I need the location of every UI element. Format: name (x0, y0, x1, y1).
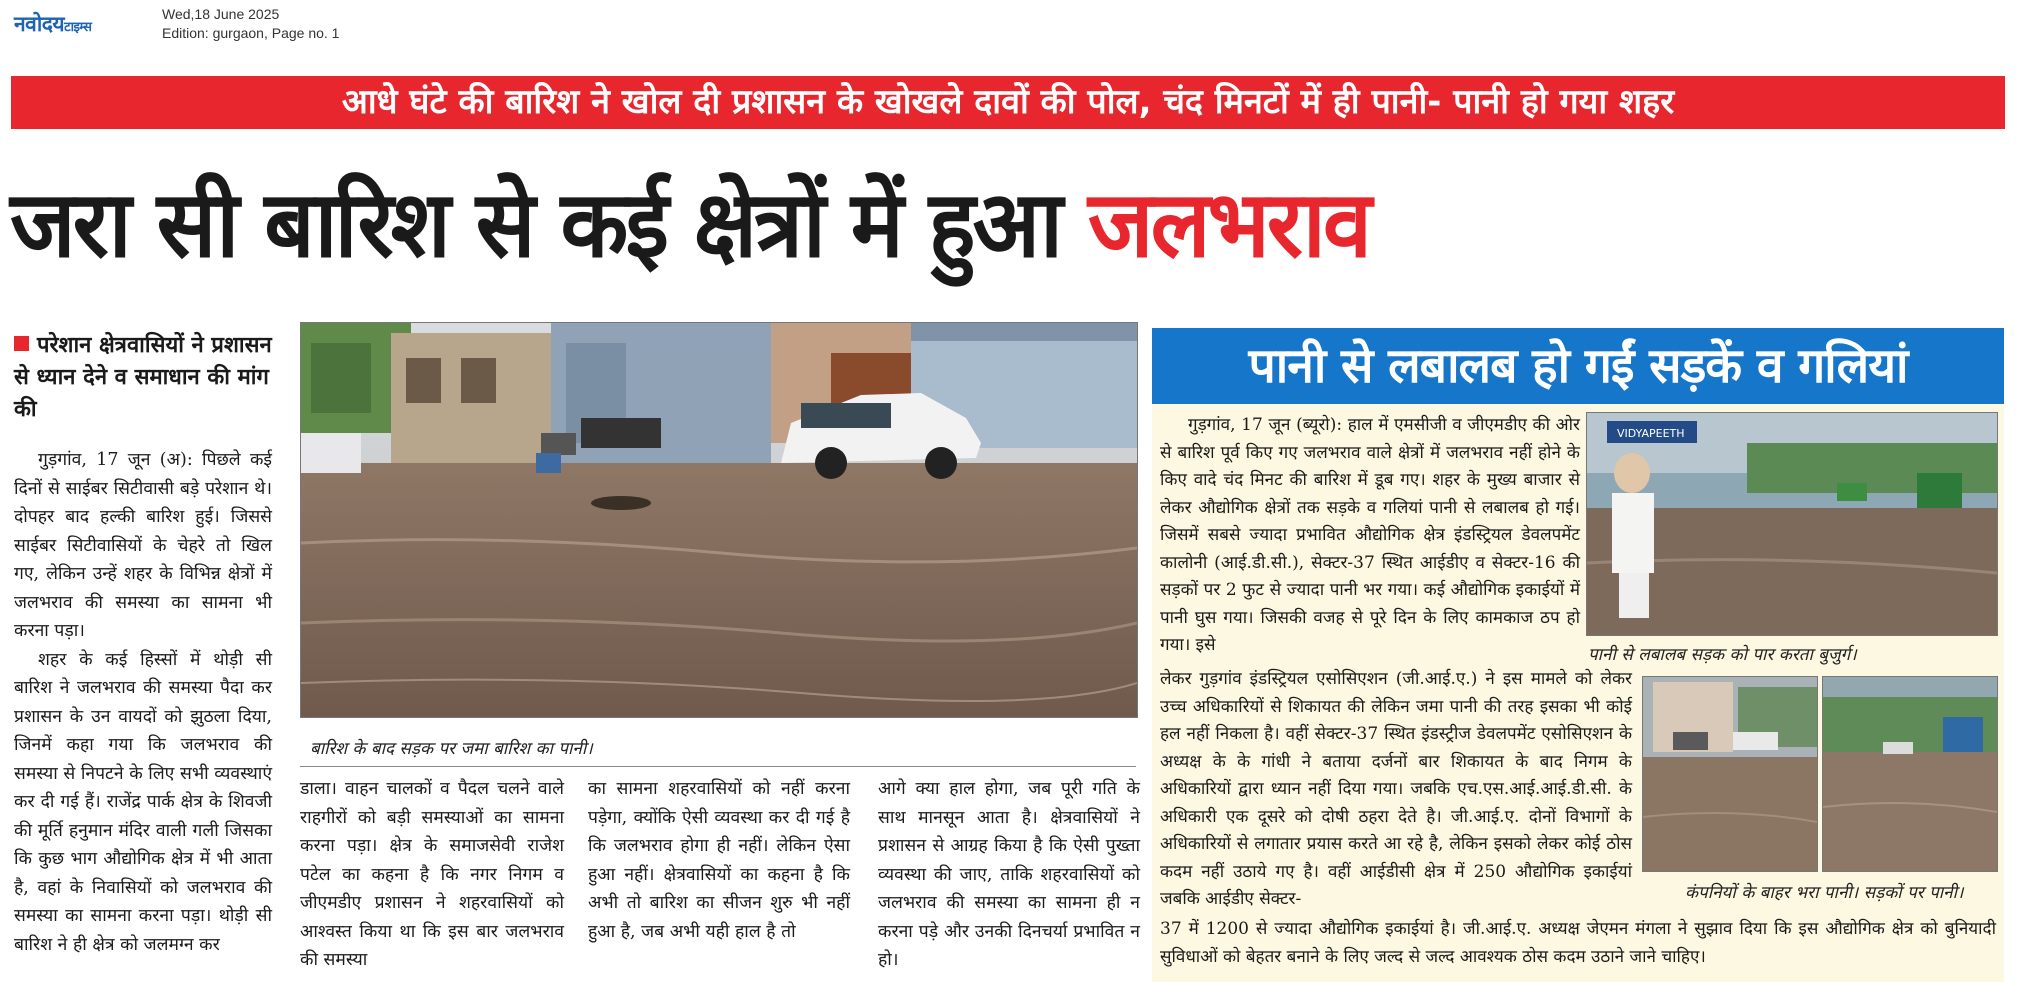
headline-text: जरा सी बारिश से कई क्षेत्रों में हुआ (10, 171, 1061, 278)
caption-divider (300, 766, 1136, 767)
logo-main-text: नवोदय (14, 12, 65, 36)
kicker-banner: आधे घंटे की बारिश ने खोल दी प्रशासन के खोखले दावों की पोल, चंद मिनटों में ही पानी- पानी हो गया शहर (11, 76, 2005, 129)
article-column-4 (878, 775, 1140, 975)
side-story-headline: पानी से लबालब हो गईं सड़कें व गलियां (1152, 328, 2004, 404)
article-deck (14, 330, 294, 426)
bullet-square-icon (14, 336, 29, 351)
main-photo-caption: बारिश के बाद सड़क पर जमा बारिश का पानी। (310, 739, 593, 759)
main-photo[interactable] (300, 322, 1138, 718)
side-body-paragraph-1: गुड़गांव, 17 जून (ब्यूरो): हाल में एमसीजी व जीएमडीए की ओर से बारिश पूर्व किए गए जलभराव वाले क्षेत्रों में जलभराव नहीं होने के किए वादे चंद मिनट की बारिश में डूब गए। शहर के मुख्य बाजार से लेकर औद्योगिक क्षेत्रों तक सड़के व गलियां पानी से लबालब हो गई। जिसमें सबसे ज्यादा प्रभावित औद्योगिक क्षेत्र इंडस्ट्रियल डेवलपमेंट कालोनी (आई.डी.सी.), सेक्टर-37 स्थित आईडीए व सेक्टर-16 की सड़कों पर 2 फुट से ज्यादा पानी भर गया। कई औद्योगिक इकाईयों में पानी घुस गया। जिसकी वजह से पूरे दिन के लिए कामकाज ठप हो गया। इसे (1160, 415, 1580, 655)
article-column-2 (300, 775, 564, 975)
edition-date: Wed,18 June 2025 (162, 6, 280, 22)
side-body-paragraph-2: लेकर गुड़गांव इंडस्ट्रियल एसोसिएशन (जी.आई.ए.) ने इस मामले को लेकर उच्च अधिकारियों से शिकायत की लेकिन जमा पानी की तरह इसका भी कोई हल नहीं निकला है। वहीं सेक्टर-37 स्थित इंडस्ट्रीज डेवलपमेंट एसोसिएशन के अध्यक्ष के के गांधी ने बताया दर्जनों बार शिकायत के बाद निगम के अधिकारियों द्वारा ध्यान नहीं दिया गया। जबकि एच.एस.आई.आई.डी.सी. के अधिकारी एक दूसरे को दोषी ठहरा देते है। जी.आई.ए. दोनों विभागों के अधिकारियों से लगातार प्रयास करते आ रहे है, लेकिन इसको लेकर कोई ठोस कदम नहीं उठाये गए है। वहीं आईडीसी क्षेत्र में 250 औद्योगिक इकाईयां जबकि आईडीए सेक्टर- (1160, 669, 1632, 909)
side-photo-elderly-man[interactable] (1586, 412, 1998, 636)
flooded-road-photo (1587, 413, 1997, 635)
side-story-body-top (1160, 412, 1580, 660)
headline-accent: जलभराव (1087, 171, 1370, 278)
column-3-text: का सामना शहरवासियों को नहीं करना पड़ेगा, क्योंकि ऐसी व्यवस्था कर दी गई है कि जलभराव होगा ही नहीं। लेकिन ऐसा हुआ नहीं। क्षेत्रवासियों का कहना है कि अभी तो बारिश का सीजन शुरु भी नहीं हुआ है, जब अभी यही हाल है तो (588, 779, 850, 942)
column-1-paragraph-1: गुड़गांव, 17 जून (अ): पिछले कई दिनों से साईबर सिटीवासी बड़े परेशान थे। दोपहर बाद हल्की बारिश हुई। जिससे साईबर सिटीवासियों के चेहरे तो खिल गए, लेकिन उन्हें शहर के विभिन्न क्षेत्रों में जलभराव की समस्या का सामना भी करना पड़ा। (14, 450, 272, 641)
edition-info: Edition: gurgaon, Page no. 1 (162, 25, 340, 41)
side-photo-companies[interactable] (1642, 676, 1818, 872)
flooded-road-2-photo (1823, 677, 1997, 871)
side-photo-1-caption: पानी से लबालब सड़क को पार करता बुजुर्ग। (1588, 645, 1857, 665)
newspaper-logo[interactable] (14, 10, 91, 38)
side-story-body-bottom (1160, 916, 1996, 971)
side-photo-roads[interactable] (1822, 676, 1998, 872)
article-column-3 (588, 775, 850, 946)
deck-text: परेशान क्षेत्रवासियों ने प्रशासन से ध्यान देने व समाधान की मांग की (14, 333, 272, 422)
side-photos-caption: कंपनियों के बाहर भरा पानी। सड़कों पर पानी। (1685, 883, 1964, 903)
viewer-topbar (0, 0, 2020, 50)
flooded-street-photo (301, 323, 1137, 717)
side-body-paragraph-3: 37 में 1200 से ज्यादा औद्योगिक इकाईयां है। जी.आई.ए. अध्यक्ष जेएमन मंगला ने सुझाव दिया कि इस औद्योगिक क्षेत्र को बुनियादी सुविधाओं को बेहतर बनाने के लिए जल्द से जल्द आवश्यक ठोस कदम उठाने जाने चाहिए। (1160, 919, 1996, 967)
edition-meta (162, 5, 339, 43)
vidyapeeth-sign-text: VIDYAPEETH (1617, 427, 1685, 440)
column-4-text: आगे क्या हाल होगा, जब पूरी गति के साथ मानसून आता है। क्षेत्रवासियों ने प्रशासन से आग्रह किया है कि ऐसी पुख्ता व्यवस्था की जाए, ताकि शहरवासियों को जलभराव की समस्या का सामना ही न करना पड़े और उनकी दिनचर्या प्रभावित न हो। (878, 779, 1140, 970)
main-headline (10, 150, 1930, 300)
logo-sub-text: टाइम्स (64, 20, 92, 35)
side-story-body-mid (1160, 666, 1632, 914)
column-1-paragraph-2: शहर के कई हिस्सों में थोड़ी सी बारिश ने जलभराव की समस्या पैदा कर प्रशासन के उन वायदों को झुठला दिया, जिनमें कहा गया कि जलभराव की समस्या से निपटने के लिए सभी व्यवस्थाएं कर दी गई हैं। राजेंद्र पार्क क्षेत्र के शिवजी की मूर्ति हनुमान मंदिर वाली गली जिसका कि कुछ भाग औद्योगिक क्षेत्र में भी आता है, वहां के निवासियों को जलभराव की समस्या का सामना करना पड़ा। थोड़ी सी बारिश ने ही क्षेत्र को जलमग्न कर (14, 649, 272, 955)
article-column-1 (14, 446, 272, 959)
column-2-text: डाला। वाहन चालकों व पैदल चलने वाले राहगीरों को बड़ी समस्याओं का सामना करना पड़ा। क्षेत्र के समाजसेवी राजेश पटेल का कहना है कि नगर निगम व जीएमडीए प्रशासन ने शहरवासियों को आश्वस्त किया था कि इस बार जलभराव की समस्या (300, 779, 564, 970)
flooded-compound-photo (1643, 677, 1817, 871)
